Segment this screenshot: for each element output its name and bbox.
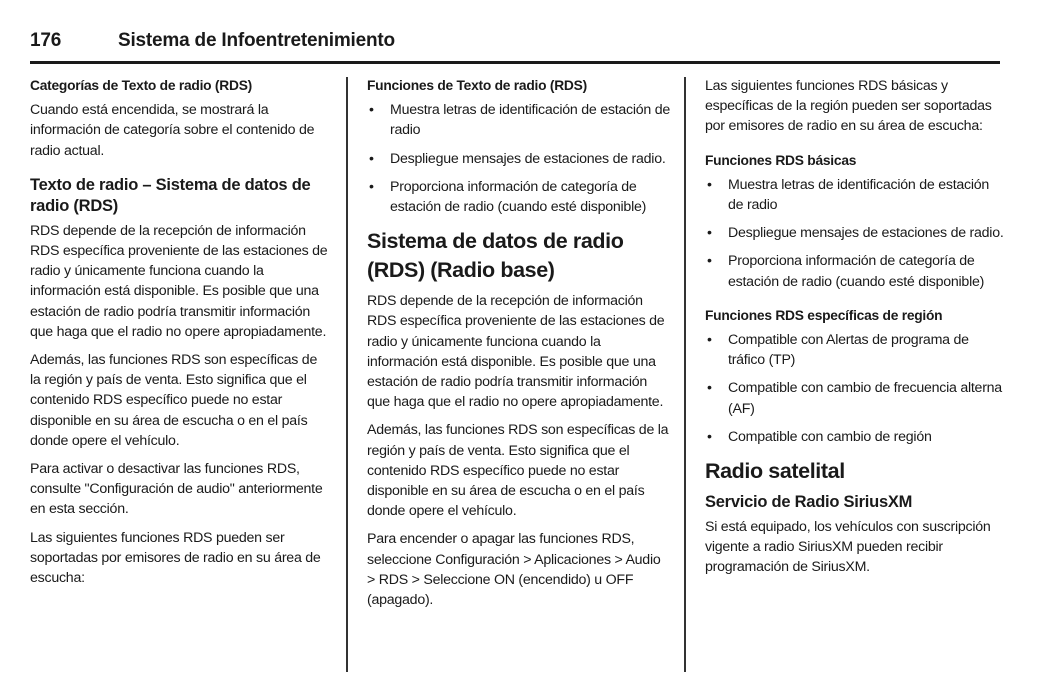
header-rule: [30, 61, 1000, 64]
subheading-basic-rds: Funciones RDS básicas: [705, 152, 857, 168]
bullet-icon: •: [707, 176, 712, 193]
paragraph: Para encender o apagar las funciones RDS, seleccione Configuración > Aplicaciones > Audio > RDS > Seleccione ON (encendido) u OFF (apagado).: [367, 531, 661, 609]
list-item: [705, 175, 1005, 215]
heading-siriusxm-service: Servicio de Radio SiriusXM: [705, 493, 913, 512]
paragraph: Además, las funciones RDS son específicas de la región y país de venta. Esto significa que el contenido RDS específico puede no estar disponible en su área de escucha o en el país donde opere el vehículo.: [30, 352, 318, 449]
list-item: [705, 251, 1005, 291]
bullet-icon: •: [369, 178, 374, 195]
bullet-icon: •: [707, 253, 712, 270]
paragraph: Si está equipado, los vehículos con suscripción vigente a radio SiriusXM pueden recibir programación de SiriusXM.: [705, 519, 991, 576]
list-item-text: Despliegue mensajes de estaciones de radio.: [728, 225, 1004, 242]
subheading-region-rds: Funciones RDS específicas de región: [705, 307, 943, 323]
page-number: 176: [30, 30, 62, 51]
column-divider-1: [346, 77, 348, 672]
list-item: [367, 100, 672, 140]
section-title: Sistema de Infoentretenimiento: [118, 30, 395, 51]
paragraph: Además, las funciones RDS son específicas de la región y país de venta. Esto significa que el contenido RDS específico puede no estar disponible en su área de escucha o en el país donde opere el vehículo.: [367, 422, 669, 520]
paragraph: RDS depende de la recepción de información RDS específica proveniente de las estaciones de radio y únicamente funciona cuando la información está disponible. Es posible que una estación de radio podría transmitir información que haga que el radio no opere apropiadamente.: [30, 222, 328, 340]
heading-rds-radio-base: Sistema de datos de radio (RDS) (Radio base): [367, 229, 624, 283]
column-1: [30, 76, 330, 596]
list-item-text: Despliegue mensajes de estaciones de radio.: [390, 150, 666, 167]
paragraph: Las siguientes funciones RDS básicas y específicas de la región pueden ser soportadas por emisores de radio en su área de escucha:: [705, 78, 992, 135]
list-item-text: Proporciona información de categoría de estación de radio (cuando esté disponible): [728, 253, 985, 290]
bullet-list: [705, 330, 1005, 447]
list-item-text: Compatible con Alertas de programa de tráfico (TP): [728, 332, 969, 369]
paragraph: Las siguientes funciones RDS pueden ser soportadas por emisores de radio en su área de escucha:: [30, 529, 321, 587]
list-item: [705, 223, 1005, 243]
list-item: [367, 149, 672, 169]
column-divider-2: [684, 77, 686, 672]
bullet-icon: •: [369, 150, 374, 167]
list-item: [705, 378, 1005, 418]
bullet-icon: •: [707, 225, 712, 242]
bullet-list: [705, 175, 1005, 292]
list-item-text: Compatible con cambio de región: [728, 428, 932, 445]
subheading-radio-text-functions: Funciones de Texto de radio (RDS): [367, 78, 587, 93]
heading-radio-text-rds: Texto de radio – Sistema de datos de radio (RDS): [30, 175, 311, 215]
list-item: [367, 177, 672, 217]
paragraph: Para activar o desactivar las funciones RDS, consulte "Configuración de audio" anteriormente en esta sección.: [30, 461, 323, 518]
column-3: [705, 76, 1005, 586]
list-item-text: Compatible con cambio de frecuencia alterna (AF): [728, 380, 1002, 417]
list-item-text: Muestra letras de identificación de estación de radio: [728, 176, 990, 214]
bullet-list: [367, 100, 672, 217]
column-2: [367, 76, 672, 618]
bullet-icon: •: [707, 332, 712, 349]
bullet-icon: •: [707, 428, 712, 445]
bullet-icon: •: [707, 380, 712, 397]
heading-satellite-radio: Radio satelital: [705, 459, 845, 484]
subheading-rds-categories: Categorías de Texto de radio (RDS): [30, 78, 252, 93]
list-item: [705, 427, 1005, 447]
paragraph: RDS depende de la recepción de información RDS específica proveniente de las estaciones de radio y únicamente funciona cuando la información está disponible. Es posible que una estación de radio podría transmitir información que haga que el radio no opere apropiadamente.: [367, 293, 665, 411]
page-header: [30, 30, 1000, 52]
list-item-text: Proporciona información de categoría de estación de radio (cuando esté disponible): [390, 178, 647, 216]
list-item-text: Muestra letras de identificación de estación de radio: [390, 102, 671, 139]
bullet-icon: •: [369, 102, 374, 119]
list-item: [705, 330, 1005, 370]
paragraph: Cuando está encendida, se mostrará la información de categoría sobre el contenido de radio actual.: [30, 102, 315, 159]
